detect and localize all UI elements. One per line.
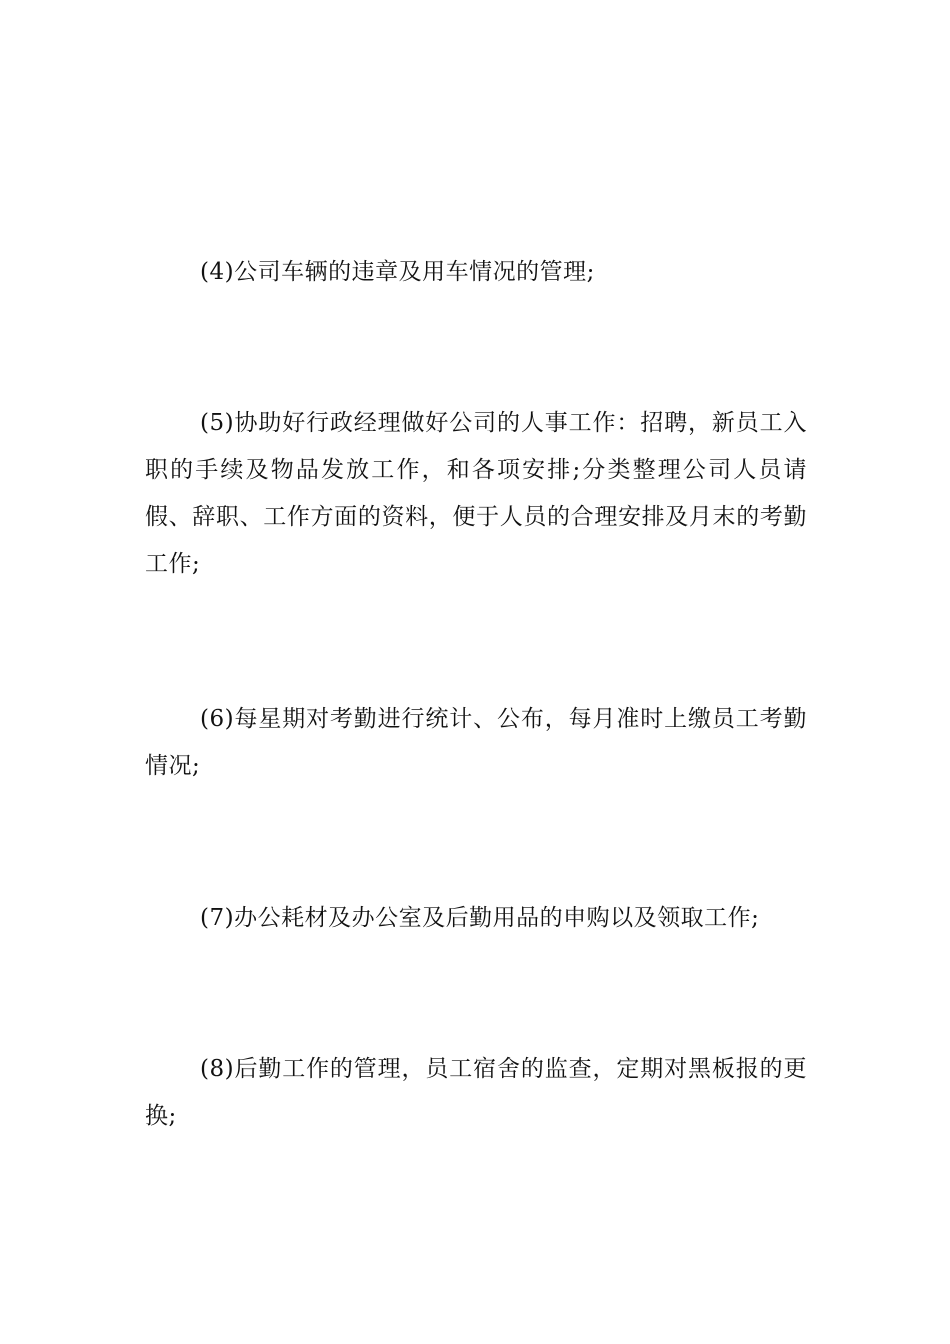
paragraph-item-7: (7)办公耗材及办公室及后勤用品的申购以及领取工作; xyxy=(200,905,760,931)
paragraph-item-6: (6)每星期对考勤进行统计、公布，每月准时上缴员工考勤情况; xyxy=(145,706,807,779)
paragraph-item-5: (5)协助好行政经理做好公司的人事工作：招聘，新员工入职的手续及物品发放工作，和各项安排;分类整理公司人员请假、辞职、工作方面的资料，便于人员的合理安排及月末的考勤工作; xyxy=(145,410,807,577)
paragraph-item-8: (8)后勤工作的管理，员工宿舍的监查，定期对黑板报的更换; xyxy=(145,1056,807,1129)
paragraph-item-4: (4)公司车辆的违章及用车情况的管理; xyxy=(200,259,595,285)
